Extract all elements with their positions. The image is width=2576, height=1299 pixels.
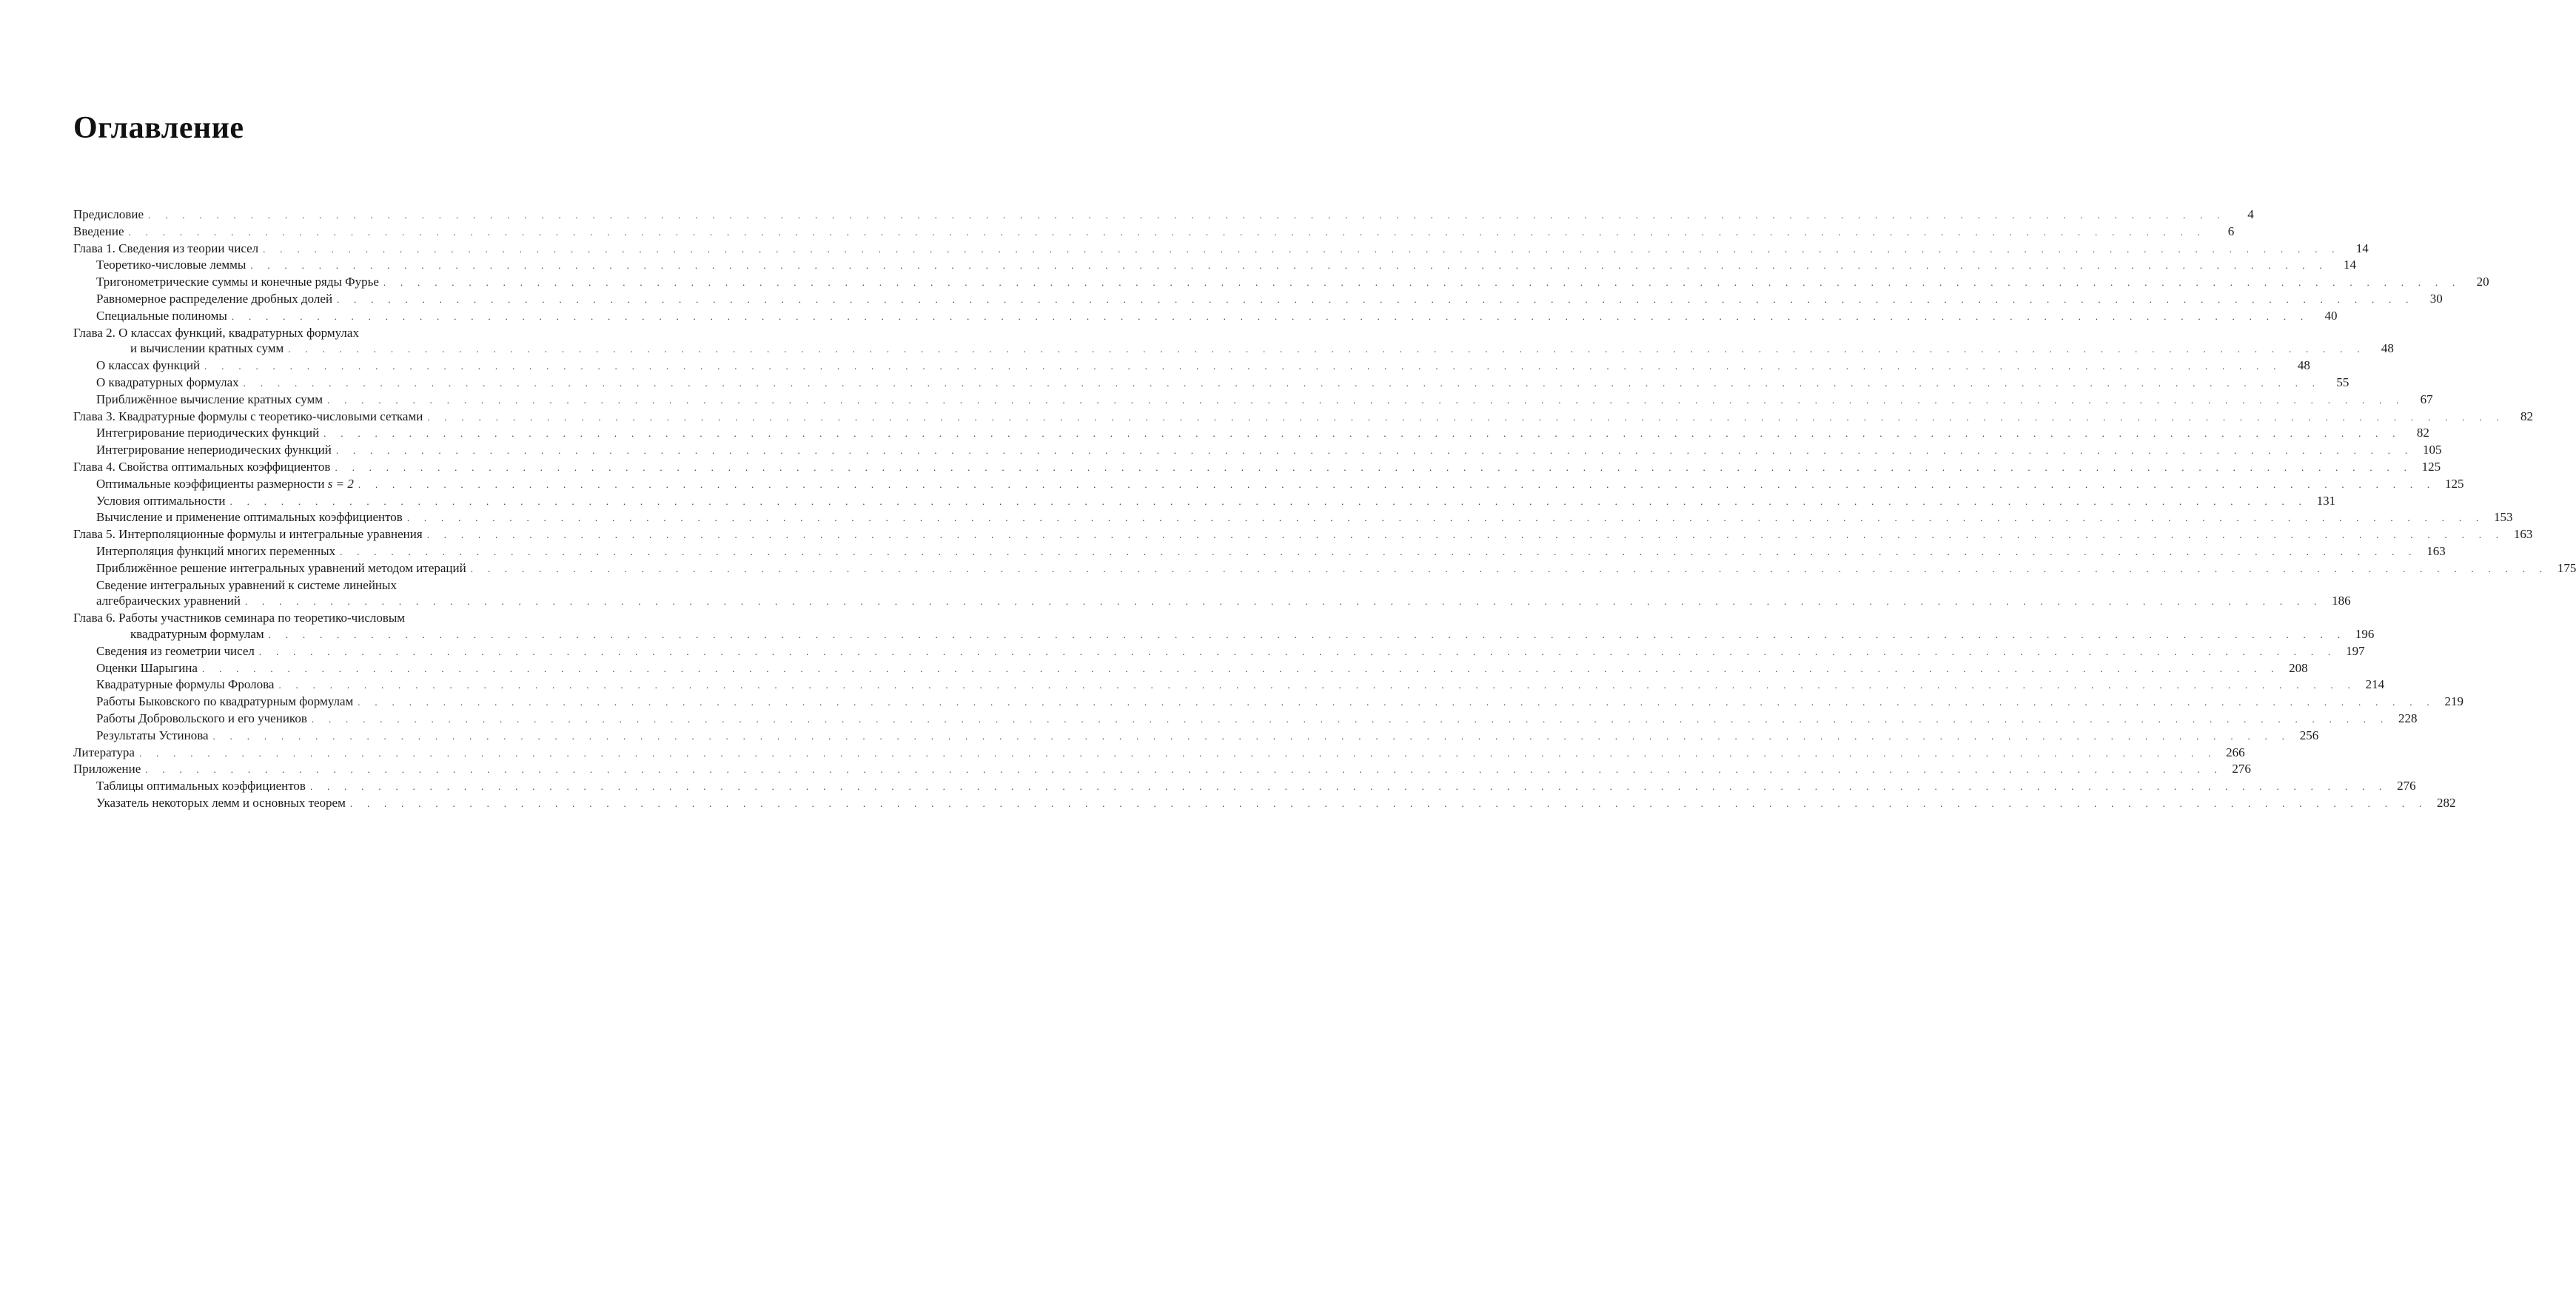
- toc-page-number: 197: [2346, 643, 2365, 658]
- dot-leader: . . . . . . . . . . . . . . . . . . . . . . . . . . . . . . . . . . . . . . . . . . . . . . . . . . . . . . . . . . . . . . . . . . . . . . . . . . . . . . . . . . . . . . . . . . . . . . . . . . . . . . . . . . . . . . . . . . . . . . . . . .: [323, 428, 2401, 440]
- dot-leader: . . . . . . . . . . . . . . . . . . . . . . . . . . . . . . . . . . . . . . . . . . . . . . . . . . . . . . . . . . . . . . . . . . . . . . . . . . . . . . . . . . . . . . . . . . . . . . . . . . . . . . . . . . . . . . . . . . . . . . . . . .: [138, 747, 2217, 759]
- dot-leader: . . . . . . . . . . . . . . . . . . . . . . . . . . . . . . . . . . . . . . . . . . . . . . . . . . . . . . . . . . . . . . . . . . . . . . . . . . . . . . . . . . . . . . . . . . . . . . . . . . . . . . . . . . . . . . . . . . . . . . . . . .: [231, 310, 2310, 322]
- toc-entry-label: Результаты Устинова: [96, 728, 213, 744]
- toc-entry-label: Вычисление и применение оптимальных коэффициентов: [96, 509, 407, 526]
- toc-entry-introduction[interactable]: [73, 224, 2235, 241]
- toc-entry-label: Указатель некоторых лемм и основных теорем: [96, 795, 350, 811]
- toc-entry-label-continued: алгебраических уравнений: [96, 593, 245, 609]
- toc-entry-section[interactable]: [73, 392, 2433, 409]
- toc-page-number: 276: [2232, 762, 2251, 776]
- toc-page-number: 196: [2355, 626, 2375, 641]
- toc-entry-section[interactable]: [73, 257, 2356, 274]
- dot-leader: . . . . . . . . . . . . . . . . . . . . . . . . . . . . . . . . . . . . . . . . . . . . . . . . . . . . . . . . . . . . . . . . . . . . . . . . . . . . . . . . . . . . . . . . . . . . . . . . . . . . . . . . . . . . . . . . . . . . . . . . . .: [311, 713, 2389, 725]
- dot-leader: . . . . . . . . . . . . . . . . . . . . . . . . . . . . . . . . . . . . . . . . . . . . . . . . . . . . . . . . . . . . . . . . . . . . . . . . . . . . . . . . . . . . . . . . . . . . . . . . . . . . . . . . . . . . . . . . . . . . . . . . . .: [128, 226, 2207, 238]
- toc-entry-section[interactable]: [73, 660, 2308, 677]
- toc-entry-chapter-1[interactable]: [73, 241, 2369, 258]
- toc-page-number: 20: [2476, 275, 2489, 289]
- toc-entry-section[interactable]: [73, 560, 2576, 577]
- dot-leader: . . . . . . . . . . . . . . . . . . . . . . . . . . . . . . . . . . . . . . . . . . . . . . . . . . . . . . . . . . . . . . . . . . . . . . . . . . . . . . . . . . . . . . . . . . . . . . . . . . . . . . . . . . . . . . . . . . . . . . . . . .: [258, 645, 2337, 657]
- toc-entry-label: Интегрирование периодических функций: [96, 425, 323, 441]
- toc-entry-label: Глава 2. О классах функций, квадратурных формулах: [73, 325, 359, 340]
- toc-entry-label: О квадратурных формулах: [96, 375, 244, 391]
- toc-entry-section[interactable]: [73, 493, 2336, 510]
- toc-entry-label: Приближённое вычисление кратных сумм: [96, 392, 327, 408]
- dot-leader: . . . . . . . . . . . . . . . . . . . . . . . . . . . . . . . . . . . . . . . . . . . . . . . . . . . . . . . . . . . . . . . . . . . . . . . . . . . . . . . . . . . . . . . . . . . . . . . . . . . . . . . . . . . . . . . . . . . . . . . . . .: [327, 394, 2405, 406]
- dot-leader: . . . . . . . . . . . . . . . . . . . . . . . . . . . . . . . . . . . . . . . . . . . . . . . . . . . . . . . . . . . . . . . . . . . . . . . . . . . . . . . . . . . . . . . . . . . . . . . . . . . . . . . . . . . . . . . . . . . . . . . . . .: [383, 277, 2461, 289]
- toc-entry-appendix[interactable]: [73, 761, 2251, 778]
- toc-page-number: 228: [2398, 711, 2418, 725]
- dot-leader: . . . . . . . . . . . . . . . . . . . . . . . . . . . . . . . . . . . . . . . . . . . . . . . . . . . . . . . . . . . . . . . . . . . . . . . . . . . . . . . . . . . . . . . . . . . . . . . . . . . . . . . . . . . . . . . . . . . . . . . . . .: [212, 730, 2291, 742]
- toc-entry-section[interactable]: [73, 442, 2442, 459]
- toc-page-number: 82: [2520, 409, 2533, 423]
- toc-page-number: 219: [2444, 694, 2463, 709]
- toc-entry-section[interactable]: [73, 643, 2365, 660]
- dot-leader: . . . . . . . . . . . . . . . . . . . . . . . . . . . . . . . . . . . . . . . . . . . . . . . . . . . . . . . . . . . . . . . . . . . . . . . . . . . . . . . . . . . . . . . . . . . . . . . . . . . . . . . . . . . . . . . . . . . . . . . . . .: [335, 461, 2413, 473]
- toc-page-number: 208: [2289, 660, 2308, 675]
- dot-leader: . . . . . . . . . . . . . . . . . . . . . . . . . . . . . . . . . . . . . . . . . . . . . . . . . . . . . . . . . . . . . . . . . . . . . . . . . . . . . . . . . . . . . . . . . . . . . . . . . . . . . . . . . . . . . . . . . . . . . . . . . .: [358, 697, 2435, 708]
- dot-leader: . . . . . . . . . . . . . . . . . . . . . . . . . . . . . . . . . . . . . . . . . . . . . . . . . . . . . . . . . . . . . . . . . . . . . . . . . . . . . . . . . . . . . . . . . . . . . . . . . . . . . . . . . . . . . . . . . . . . . . . . . .: [243, 377, 2321, 389]
- toc-page-number: 125: [2421, 459, 2441, 474]
- toc-entry-label: Предисловие: [73, 207, 148, 223]
- dot-leader: . . . . . . . . . . . . . . . . . . . . . . . . . . . . . . . . . . . . . . . . . . . . . . . . . . . . . . . . . . . . . . . . . . . . . . . . . . . . . . . . . . . . . . . . . . . . . . . . . . . . . . . . . . . . . . . . . . . . . . . . . .: [335, 445, 2414, 457]
- toc-entry-preface[interactable]: [73, 207, 2254, 224]
- toc-entry-label: Работы Добровольского и его учеников: [96, 711, 312, 727]
- dot-leader: . . . . . . . . . . . . . . . . . . . . . . . . . . . . . . . . . . . . . . . . . . . . . . . . . . . . . . . . . . . . . . . . . . . . . . . . . . . . . . . . . . . . . . . . . . . . . . . . . . . . . . . . . . . . . . . . . . . . . . . . . .: [250, 260, 2328, 272]
- dot-leader: . . . . . . . . . . . . . . . . . . . . . . . . . . . . . . . . . . . . . . . . . . . . . . . . . . . . . . . . . . . . . . . . . . . . . . . . . . . . . . . . . . . . . . . . . . . . . . . . . . . . . . . . . . . . . . . . . . . . . . . . . .: [268, 628, 2347, 640]
- toc-entry-label: Глава 5. Интерполяционные формулы и интегральные уравнения: [73, 526, 427, 543]
- toc-entry-section[interactable]: [73, 543, 2446, 560]
- toc-page-number: 82: [2416, 426, 2429, 440]
- toc-page-number: 14: [2343, 258, 2356, 272]
- dot-leader: . . . . . . . . . . . . . . . . . . . . . . . . . . . . . . . . . . . . . . . . . . . . . . . . . . . . . . . . . . . . . . . . . . . . . . . . . . . . . . . . . . . . . . . . . . . . . . . . . . . . . . . . . . . . . . . . . . . . . . . . . .: [309, 781, 2388, 793]
- toc-entry-section[interactable]: [73, 728, 2319, 745]
- toc-entry-label: Оценки Шарыгина: [96, 660, 202, 677]
- toc-entry-label-text: Оптимальные коэффициенты размерности: [96, 476, 328, 491]
- toc-entry-label: Приближённое решение интегральных уравнений методом итераций: [96, 560, 471, 577]
- toc-page-number: 30: [2429, 291, 2443, 306]
- toc-entry-label: О классах функций: [96, 358, 204, 374]
- toc-entry-label: Глава 1. Сведения из теории чисел: [73, 241, 263, 257]
- toc-page-number: 67: [2420, 392, 2433, 406]
- toc-entry-label-continued: квадратурным формулам: [130, 626, 269, 642]
- toc-page-number: 14: [2355, 241, 2369, 255]
- toc-entry-label: Глава 3. Квадратурные формулы с теоретико-числовыми сетками: [73, 409, 427, 425]
- toc-entry-label: Работы Быковского по квадратурным формулам: [96, 694, 358, 710]
- dot-leader: . . . . . . . . . . . . . . . . . . . . . . . . . . . . . . . . . . . . . . . . . . . . . . . . . . . . . . . . . . . . . . . . . . . . . . . . . . . . . . . . . . . . . . . . . . . . . . . . . . . . . . . . . . . . . . . . . . . . . . . . . .: [340, 546, 2418, 557]
- dot-leader: . . . . . . . . . . . . . . . . . . . . . . . . . . . . . . . . . . . . . . . . . . . . . . . . . . . . . . . . . . . . . . . . . . . . . . . . . . . . . . . . . . . . . . . . . . . . . . . . . . . . . . . . . . . . . . . . . . . . . . . . . .: [406, 512, 2485, 524]
- toc-entry-section[interactable]: [73, 375, 2349, 392]
- toc-page-number: 105: [2422, 443, 2442, 457]
- toc-entry-label: Сведения из геометрии чисел: [96, 643, 259, 659]
- toc-entry-section[interactable]: [73, 577, 2351, 611]
- dot-leader: . . . . . . . . . . . . . . . . . . . . . . . . . . . . . . . . . . . . . . . . . . . . . . . . . . . . . . . . . . . . . . . . . . . . . . . . . . . . . . . . . . . . . . . . . . . . . . . . . . . . . . . . . . . . . . . . . . . . . . . . . .: [263, 243, 2341, 255]
- toc-entry-section[interactable]: [73, 711, 2418, 728]
- toc-entry-label: Условия оптимальности: [96, 493, 230, 509]
- table-of-contents: [73, 207, 2576, 812]
- toc-entry-label: Литература: [73, 745, 139, 761]
- toc-page-number: 256: [2299, 728, 2319, 742]
- dot-leader: . . . . . . . . . . . . . . . . . . . . . . . . . . . . . . . . . . . . . . . . . . . . . . . . . . . . . . . . . . . . . . . . . . . . . . . . . . . . . . . . . . . . . . . . . . . . . . . . . . . . . . . . . . . . . . . . . . . . . . . . . .: [244, 596, 2323, 608]
- page-title: Оглавление: [73, 111, 244, 145]
- toc-page-number: 282: [2437, 795, 2456, 810]
- toc-entry-chapter-5[interactable]: [73, 526, 2533, 543]
- toc-page-number: 163: [2513, 527, 2533, 542]
- toc-entry-section[interactable]: [73, 677, 2385, 694]
- dot-leader: . . . . . . . . . . . . . . . . . . . . . . . . . . . . . . . . . . . . . . . . . . . . . . . . . . . . . . . . . . . . . . . . . . . . . . . . . . . . . . . . . . . . . . . . . . . . . . . . . . . . . . . . . . . . . . . . . . . . . . . . . .: [201, 662, 2280, 674]
- toc-page-number: 48: [2381, 341, 2394, 356]
- toc-entry-section[interactable]: [73, 291, 2443, 308]
- math-expression: s = 2: [327, 476, 354, 491]
- toc-entry-references[interactable]: [73, 745, 2245, 762]
- toc-entry-label: Глава 6. Работы участников семинара по теоретико-числовым: [73, 611, 406, 625]
- toc-entry-section[interactable]: [73, 694, 2463, 711]
- dot-leader: . . . . . . . . . . . . . . . . . . . . . . . . . . . . . . . . . . . . . . . . . . . . . . . . . . . . . . . . . . . . . . . . . . . . . . . . . . . . . . . . . . . . . . . . . . . . . . . . . . . . . . . . . . . . . . . . . . . . . . . . . .: [145, 764, 2223, 776]
- toc-entry-label: Введение: [73, 224, 129, 240]
- dot-leader: . . . . . . . . . . . . . . . . . . . . . . . . . . . . . . . . . . . . . . . . . . . . . . . . . . . . . . . . . . . . . . . . . . . . . . . . . . . . . . . . . . . . . . . . . . . . . . . . . . . . . . . . . . . . . . . . . . . . . . . . . .: [229, 495, 2308, 507]
- toc-page-number: 276: [2397, 779, 2416, 793]
- dot-leader: . . . . . . . . . . . . . . . . . . . . . . . . . . . . . . . . . . . . . . . . . . . . . . . . . . . . . . . . . . . . . . . . . . . . . . . . . . . . . . . . . . . . . . . . . . . . . . . . . . . . . . . . . . . . . . . . . . . . . . . . . .: [426, 529, 2505, 541]
- toc-entry-label-continued: и вычислении кратных сумм: [130, 340, 288, 357]
- toc-page-number: 4: [2247, 207, 2254, 221]
- toc-page-number: 186: [2332, 594, 2351, 608]
- toc-entry-section[interactable]: [73, 476, 2464, 493]
- toc-entry-chapter-3[interactable]: [73, 409, 2533, 426]
- toc-page-number: 163: [2426, 543, 2446, 558]
- toc-entry-chapter-4[interactable]: [73, 459, 2441, 476]
- toc-entry-section[interactable]: [73, 778, 2416, 795]
- toc-entry-section[interactable]: [73, 358, 2310, 375]
- toc-entry-label: Глава 4. Свойства оптимальных коэффициентов: [73, 459, 335, 475]
- toc-entry-section[interactable]: [73, 509, 2513, 526]
- dot-leader: . . . . . . . . . . . . . . . . . . . . . . . . . . . . . . . . . . . . . . . . . . . . . . . . . . . . . . . . . . . . . . . . . . . . . . . . . . . . . . . . . . . . . . . . . . . . . . . . . . . . . . . . . . . . . . . . . . . . . . . . . .: [427, 411, 2505, 423]
- toc-entry-section[interactable]: [73, 308, 2338, 325]
- dot-leader: . . . . . . . . . . . . . . . . . . . . . . . . . . . . . . . . . . . . . . . . . . . . . . . . . . . . . . . . . . . . . . . . . . . . . . . . . . . . . . . . . . . . . . . . . . . . . . . . . . . . . . . . . . . . . . . . . . . . . . . . . .: [148, 209, 2226, 221]
- dot-leader: . . . . . . . . . . . . . . . . . . . . . . . . . . . . . . . . . . . . . . . . . . . . . . . . . . . . . . . . . . . . . . . . . . . . . . . . . . . . . . . . . . . . . . . . . . . . . . . . . . . . . . . . . . . . . . . . . . . . . . . . . .: [288, 343, 2366, 355]
- toc-entry-label: Специальные полиномы: [96, 308, 232, 324]
- toc-page-number: 175: [2557, 560, 2576, 575]
- dot-leader: . . . . . . . . . . . . . . . . . . . . . . . . . . . . . . . . . . . . . . . . . . . . . . . . . . . . . . . . . . . . . . . . . . . . . . . . . . . . . . . . . . . . . . . . . . . . . . . . . . . . . . . . . . . . . . . . . . . . . . . . . .: [204, 360, 2282, 372]
- toc-entry-section[interactable]: [73, 425, 2429, 442]
- toc-entry-label: Таблицы оптимальных коэффициентов: [96, 778, 310, 794]
- toc-entry-label: Приложение: [73, 761, 145, 777]
- dot-leader: . . . . . . . . . . . . . . . . . . . . . . . . . . . . . . . . . . . . . . . . . . . . . . . . . . . . . . . . . . . . . . . . . . . . . . . . . . . . . . . . . . . . . . . . . . . . . . . . . . . . . . . . . . . . . . . . . . . . . . . . . .: [470, 563, 2549, 574]
- toc-page-number: 214: [2365, 677, 2385, 692]
- dot-leader: . . . . . . . . . . . . . . . . . . . . . . . . . . . . . . . . . . . . . . . . . . . . . . . . . . . . . . . . . . . . . . . . . . . . . . . . . . . . . . . . . . . . . . . . . . . . . . . . . . . . . . . . . . . . . . . . . . . . . . . . . .: [337, 293, 2415, 305]
- toc-page-number: 266: [2226, 745, 2245, 759]
- toc-page-number: 6: [2227, 224, 2235, 238]
- dot-leader: . . . . . . . . . . . . . . . . . . . . . . . . . . . . . . . . . . . . . . . . . . . . . . . . . . . . . . . . . . . . . . . . . . . . . . . . . . . . . . . . . . . . . . . . . . . . . . . . . . . . . . . . . . . . . . . . . . . . . . . . . .: [349, 797, 2428, 809]
- dot-leader: . . . . . . . . . . . . . . . . . . . . . . . . . . . . . . . . . . . . . . . . . . . . . . . . . . . . . . . . . . . . . . . . . . . . . . . . . . . . . . . . . . . . . . . . . . . . . . . . . . . . . . . . . . . . . . . . . . . . . . . . . .: [278, 679, 2357, 691]
- toc-entry-label: [96, 476, 358, 492]
- toc-page-number: 131: [2316, 493, 2336, 508]
- toc-page-number: 55: [2336, 375, 2349, 389]
- toc-entry-section[interactable]: [73, 795, 2456, 812]
- toc-page-number: 40: [2324, 308, 2338, 323]
- toc-entry-label: Сведение интегральных уравнений к системе линейных: [96, 577, 397, 592]
- toc-entry-label: Тригонометрические суммы и конечные ряды Фурье: [96, 274, 383, 290]
- toc-entry-label: Теоретико-числовые леммы: [96, 257, 250, 273]
- toc-page-number: 153: [2493, 510, 2513, 525]
- toc-entry-label: Равномерное распределение дробных долей: [96, 291, 337, 307]
- toc-entry-label: Интегрирование непериодических функций: [96, 442, 336, 458]
- toc-entry-chapter-2[interactable]: [73, 325, 2394, 358]
- toc-entry-label: Интерполяция функций многих переменных: [96, 543, 340, 560]
- toc-entry-label: Квадратурные формулы Фролова: [96, 677, 278, 693]
- toc-entry-chapter-6[interactable]: [73, 610, 2375, 643]
- toc-page-number: 48: [2297, 358, 2310, 373]
- dot-leader: . . . . . . . . . . . . . . . . . . . . . . . . . . . . . . . . . . . . . . . . . . . . . . . . . . . . . . . . . . . . . . . . . . . . . . . . . . . . . . . . . . . . . . . . . . . . . . . . . . . . . . . . . . . . . . . . . . . . . . . . . .: [358, 478, 2436, 490]
- toc-entry-section[interactable]: [73, 274, 2489, 291]
- toc-page-number: 125: [2444, 476, 2464, 491]
